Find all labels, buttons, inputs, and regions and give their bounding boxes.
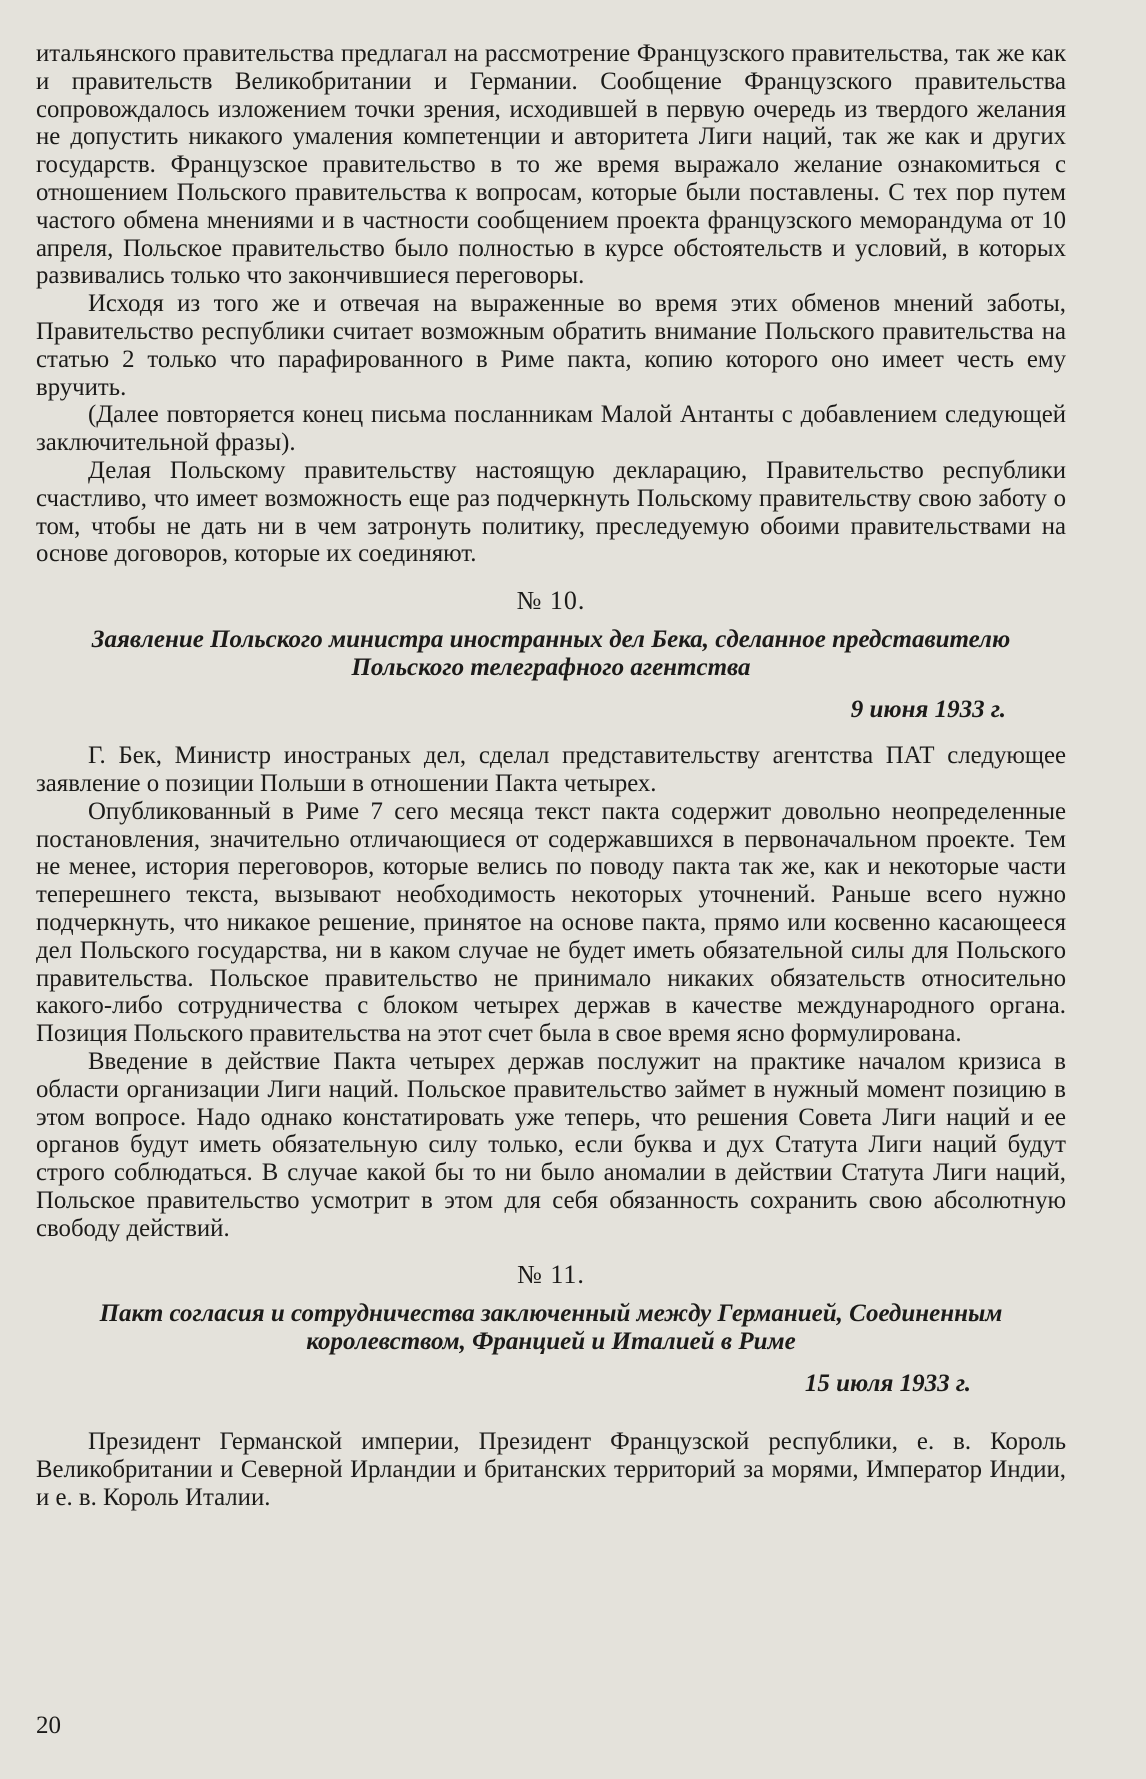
paragraph: Г. Бек, Министр иностраных дел, сделал представительству агентства ПАТ следующее заявление о позиции Польши в отношении Пакта четырех. — [36, 742, 1066, 797]
paragraph: Исходя из того же и отвечая на выраженные во время этих обменов мнений заботы, Правительство республики считает возможным обратить внимание Польского правительства на статью 2 только что парафированного в Риме пакта, копию которого оно имеет честь ему вручить. — [36, 290, 1066, 401]
document-title: Пакт согласия и сотрудничества заключенный между Германией, Соединенным королевством, Францией и Италией в Риме — [99, 1300, 1003, 1356]
paragraph: Введение в действие Пакта четырех держав послужит на практике началом кризиса в области организации Лиги наций. Польское правительство займет в нужный момент позицию в этом вопросе. Надо однако констатировать уже теперь, что решения Совета Лиги наций и ее органов будут иметь обязательную силу только, если буква и дух Статута Лиги наций будут строго соблюдаться. В случае какой бы то ни было аномалии в действии Статута Лиги наций, Польское правительство усмотрит в этом для себя обязанность сохранить свою абсолютную свободу действий. — [36, 1047, 1066, 1242]
document-date: 15 июля 1933 г. — [804, 1370, 971, 1398]
document-number-heading: № 11. — [517, 1260, 585, 1290]
paragraph: (Далее повторяется конец письма посланникам Малой Антанты с добавлением следующей заключительной фразы). — [36, 401, 1066, 457]
paragraph: итальянского правительства предлагал на рассмотрение Французского правительства, так же как и правительств Великобритании и Германии. Сообщение Французского правительства сопровождалось изложением точки зрения, исходившей в первую очередь из твердого желания не допустить никакого умаления компетенции и авторитета Лиги наций, так же как и других государств. Французское правительство в то же время выражало желание ознакомиться с отношением Польского правительства к вопросам, которые были поставлены. С тех пор путем частого обмена мнениями и в частности сообщением проекта французского меморандума от 10 апреля, Польское правительство было полностью в курсе обстоятельств и условий, в которых развивались только что закончившиеся переговоры. — [36, 40, 1066, 290]
paragraph: Президент Германской империи, Президент Французской республики, е. в. Король Великобритании и Северной Ирландии и британских территорий за морями, Император Индии, и е. в. Король Италии. — [36, 1428, 1066, 1512]
page-number: 20 — [36, 1712, 61, 1739]
paragraph: Делая Польскому правительству настоящую декларацию, Правительство республики счастливо, что имеет возможность еще раз подчеркнуть Польскому правительству свою заботу о том, чтобы не дать ни в чем затронуть политику, преследуемую обоими правительствами на основе договоров, которые их соединяют. — [36, 456, 1066, 568]
document-date: 9 июня 1933 г. — [850, 696, 1006, 724]
document-title: Заявление Польского министра иностранных дел Бека, сделанное представителю Польского телеграфного агентства — [91, 626, 1011, 682]
document-number-heading: № 10. — [516, 586, 586, 616]
paragraph: Опубликованный в Риме 7 сего месяца текст пакта содержит довольно неопределенные постановления, значительно отличающиеся от содержавшихся в первоначальном проекте. Тем не менее, история переговоров, которые велись по поводу пакта так же, как и некоторые части теперешнего текста, вызывают необходимость некоторых уточнений. Раньше всего нужно подчеркнуть, что никакое решение, принятое на основе пакта, прямо или косвенно касающееся дел Польского государства, ни в каком случае не будет иметь обязательной силы для Польского правительства. Польское правительство не принимало никаких обязательств относительно какого-либо сотрудничества с блоком четырех держав в качестве международного органа. Позиция Польского правительства на этот счет была в свое время ясно формулирована. — [36, 797, 1066, 1048]
